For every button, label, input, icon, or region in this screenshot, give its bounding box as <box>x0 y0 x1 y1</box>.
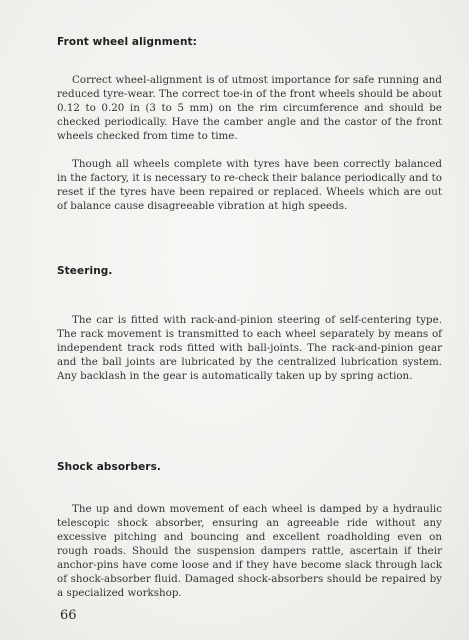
paragraph: Though all wheels complete with tyres have been correctly balanced in the factory, it is necessary to re-check their balance periodically and to reset if the tyres have been repaired or replaced. Wheels which are out of balance cause disagreeable vibration at high speeds. <box>57 158 442 212</box>
section-steering <box>57 265 442 277</box>
section-heading: Front wheel alignment: <box>57 36 197 48</box>
section-front-wheel-alignment <box>57 36 442 48</box>
paragraph: Correct wheel-alignment is of utmost importance for safe running and reduced tyre-wear. The correct toe-in of the front wheels should be about 0.12 to 0.20 in (3 to 5 mm) on the rim circumference and should be checked periodically. Have the camber angle and the castor of the front wheels checked from time to time. <box>57 74 442 142</box>
paragraph: The up and down movement of each wheel is damped by a hydraulic telescopic shock absorber, ensuring an agreeable ride without any excessive pitching and bouncing and excellent roadholding even on rough roads. Should the suspension dampers rattle, ascertain if their anchor-pins have come loose and if they have become slack through lack of shock-absorber fluid. Damaged shock-absorbers should be repaired by a specialized workshop. <box>57 503 442 599</box>
section-heading: Shock absorbers. <box>57 461 162 473</box>
section-steering-body <box>57 313 442 383</box>
paragraph: The car is fitted with rack-and-pinion steering of self-centering type. The rack movement is transmitted to each wheel separately by means of independent track rods fitted with ball-joints. The rack-and-pinion gear and the ball joints are lubricated by the centralized lubrication system. Any backlash in the gear is automatically taken up by spring action. <box>57 314 442 382</box>
section-shock-absorbers-body <box>57 502 442 600</box>
section-shock-absorbers <box>57 461 442 473</box>
section-front-wheel-balance-body <box>57 157 442 213</box>
section-heading: Steering. <box>57 265 113 277</box>
page-number: 66 <box>60 608 77 623</box>
section-front-wheel-alignment-body <box>57 73 442 143</box>
